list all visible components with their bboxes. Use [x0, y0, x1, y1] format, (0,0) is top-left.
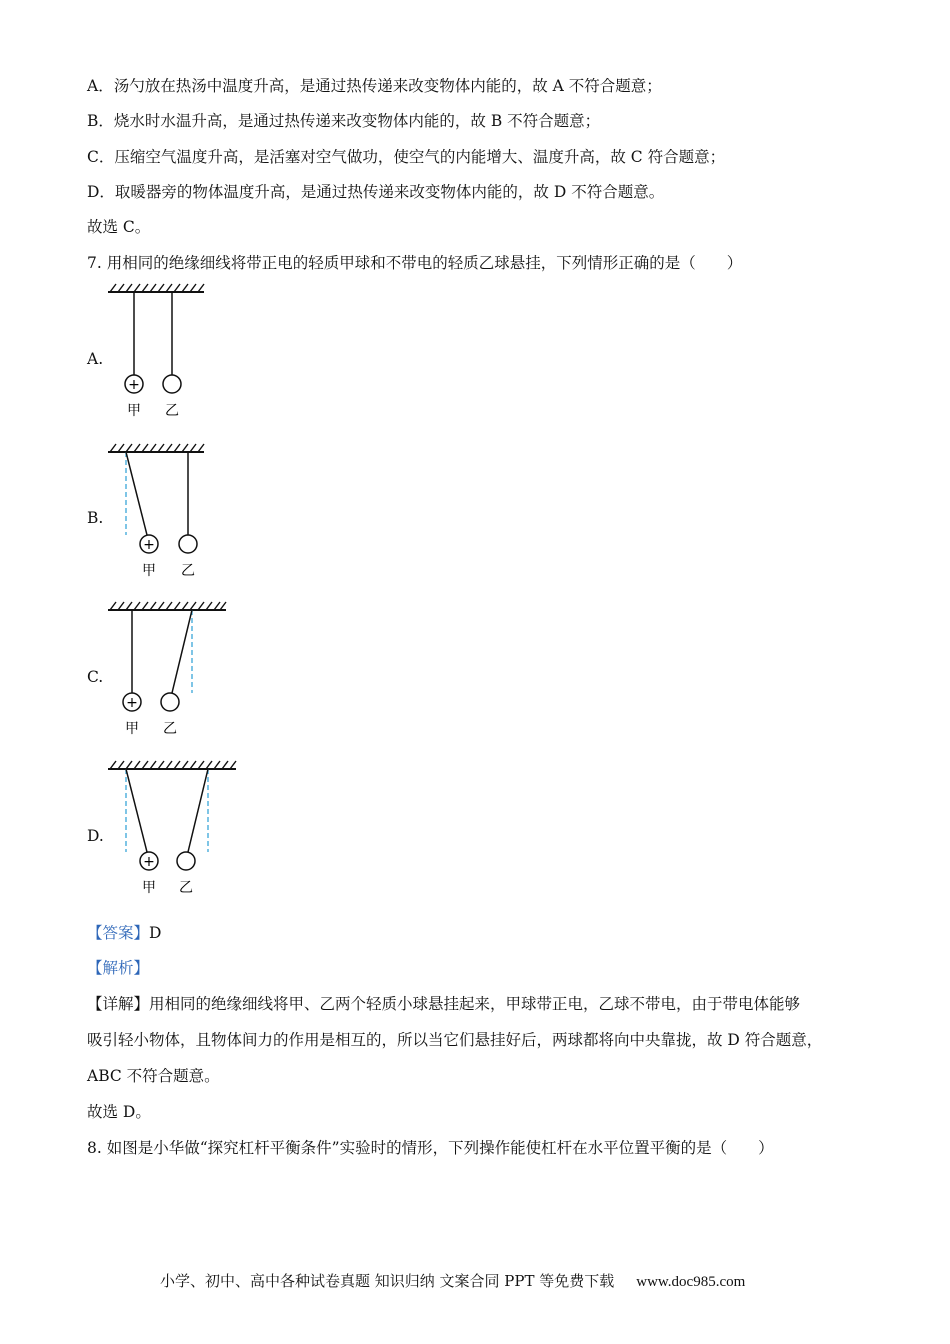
option-b-figure — [100, 440, 240, 585]
ceiling-hatch — [110, 444, 204, 452]
detail-line-3: ABC 不符合题意。 — [87, 1067, 220, 1085]
option-c-figure — [100, 598, 240, 743]
answer-value: D — [149, 924, 162, 942]
detail-text-1: 用相同的绝缘细线将甲、乙两个轻质小球悬挂起来，甲球带正电，乙球不带电，由于带电体能够 — [149, 995, 801, 1013]
answer-tag: 【答案】 — [87, 924, 150, 942]
option-c-label: C. — [87, 668, 104, 686]
explain-option-a: A．汤勺放在热汤中温度升高，是通过热传递来改变物体内能的，故 A 不符合题意； — [87, 77, 662, 95]
plus-sign: + — [143, 854, 155, 870]
ball-yi — [161, 693, 179, 711]
detail-tag: 【详解】 — [87, 995, 150, 1013]
page-footer — [160, 1270, 745, 1291]
ball-yi — [163, 375, 181, 393]
analysis-tag: 【解析】 — [87, 959, 150, 977]
label-jia: 甲 — [125, 721, 139, 737]
ball-yi — [179, 535, 197, 553]
analysis-line — [87, 957, 149, 979]
label-jia: 甲 — [142, 563, 156, 579]
q7-conclusion: 故选 D。 — [87, 1103, 151, 1121]
prev-conclusion: 故选 C。 — [87, 218, 151, 236]
option-d-label: D. — [87, 827, 104, 845]
ceiling-hatch — [110, 761, 236, 769]
ceiling-hatch — [110, 284, 204, 292]
detail-line-2: 吸引轻小物体，且物体间力的作用是相互的，所以当它们悬挂好后，两球都将向中央靠拢，故 D 符合题意， — [87, 1031, 823, 1049]
option-d-figure — [100, 757, 245, 902]
plus-sign: + — [128, 377, 140, 393]
option-b-label: B. — [87, 509, 104, 527]
footer-url[interactable]: www.doc985.com — [636, 1274, 746, 1290]
ball-yi — [177, 852, 195, 870]
option-a-figure — [100, 280, 240, 425]
detail-line-1 — [87, 993, 800, 1015]
plus-sign: + — [143, 537, 155, 553]
explain-option-b: B．烧水时水温升高，是通过热传递来改变物体内能的，故 B 不符合题意； — [87, 112, 601, 130]
answer-line — [87, 922, 161, 944]
explain-option-d: D．取暖器旁的物体温度升高，是通过热传递来改变物体内能的，故 D 不符合题意。 — [87, 183, 665, 201]
plus-sign: + — [126, 695, 138, 711]
ceiling-hatch — [110, 602, 226, 610]
option-a-label: A. — [87, 350, 104, 368]
footer-text: 小学、初中、高中各种试卷真题 知识归纳 文案合同 PPT 等免费下载 — [160, 1272, 615, 1290]
explain-option-c: C．压缩空气温度升高，是活塞对空气做功，使空气的内能增大、温度升高，故 C 符合题意； — [87, 148, 726, 166]
label-yi: 乙 — [179, 880, 193, 896]
label-yi: 乙 — [165, 403, 179, 419]
label-jia: 甲 — [142, 880, 156, 896]
label-yi: 乙 — [181, 563, 195, 579]
question-8-text: 8. 如图是小华做“探究杠杆平衡条件”实验时的情形，下列操作能使杠杆在水平位置平衡的是（ ） — [87, 1139, 774, 1157]
label-yi: 乙 — [163, 721, 177, 737]
label-jia: 甲 — [127, 403, 141, 419]
question-7-text: 7. 用相同的绝缘细线将带正电的轻质甲球和不带电的轻质乙球悬挂，下列情形正确的是（ ） — [87, 254, 743, 272]
